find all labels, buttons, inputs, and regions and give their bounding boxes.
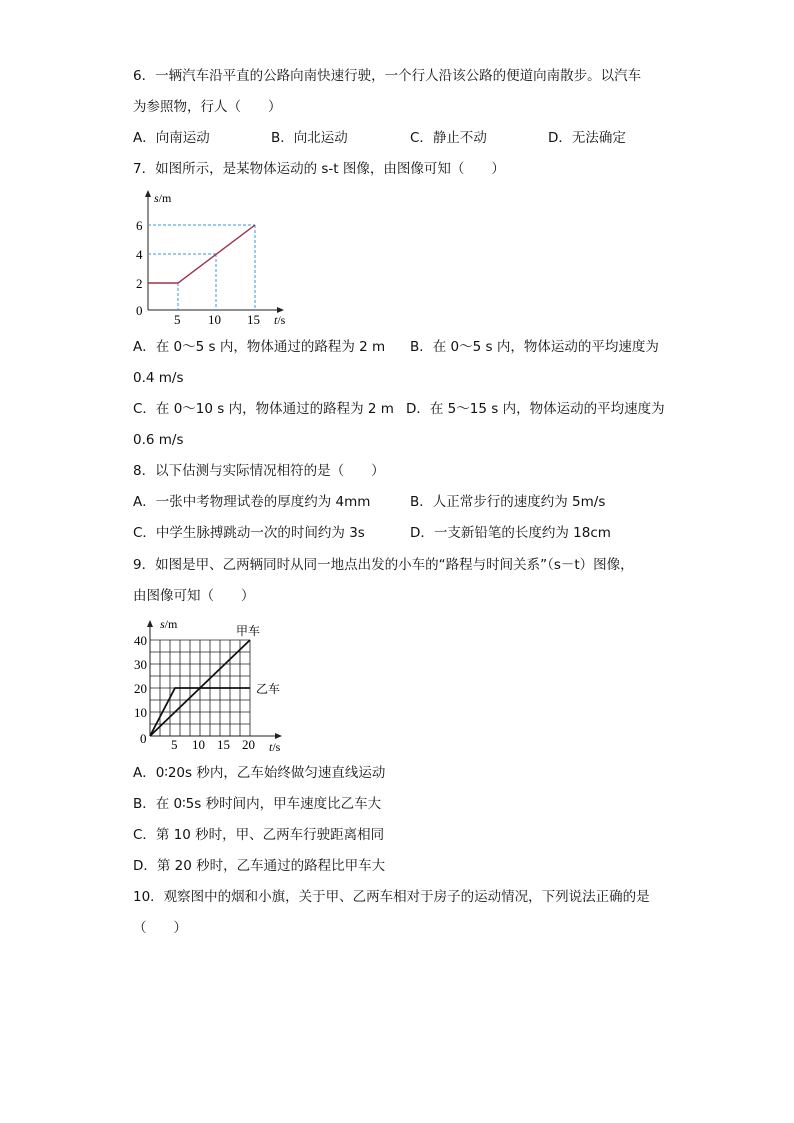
q9-label-yi: 乙车 <box>256 682 281 696</box>
q9-y-tick-40: 40 <box>134 633 147 648</box>
q7-option-d-cont: 0.6 m/s <box>133 432 184 448</box>
q6-option-a: A．向南运动 <box>133 130 210 146</box>
q7-x-tick-15: 15 <box>247 312 260 327</box>
q9-x-label: t/s <box>269 740 281 754</box>
q9-y-tick-20: 20 <box>134 681 147 696</box>
q7-option-a: A．在 0～5 s 内，物体通过的路程为 2 m <box>133 339 386 355</box>
q9-x-tick-15: 15 <box>217 737 230 752</box>
q9-option-c: C．第 10 秒时，甲、乙两车行驶距离相同 <box>133 827 385 843</box>
q9-x-tick-5: 5 <box>171 737 178 752</box>
q9-stem-line1: 9．如图是甲、乙两辆同时从同一地点出发的小车的“路程与时间关系”（s－t）图像， <box>133 557 634 573</box>
q9-x-tick-10: 10 <box>192 737 205 752</box>
q7-stem: 7．如图所示，是某物体运动的 s-t 图像，由图像可知（ ） <box>133 161 505 177</box>
q7-x-label: t/s <box>274 313 286 327</box>
q6-option-c: C．静止不动 <box>410 130 487 146</box>
q7-y-label: s/m <box>154 191 172 205</box>
q9-y-tick-30: 30 <box>134 657 147 672</box>
q8-option-d: D．一支新铅笔的长度约为 18cm <box>410 525 611 541</box>
q9-x-tick-20: 20 <box>242 737 255 752</box>
q8-option-b: B．人正常步行的速度约为 5m/s <box>410 494 606 510</box>
q7-y-tick-4: 4 <box>136 247 143 262</box>
q7-option-c: C．在 0～10 s 内，物体通过的路程为 2 m <box>133 401 394 417</box>
q9-stem-line2: 由图像可知（ ） <box>133 588 255 604</box>
q9-y-tick-0: 0 <box>140 731 147 746</box>
q6-stem-line2: 为参照物，行人（ ） <box>133 99 282 115</box>
q8-option-c: C．中学生脉搏跳动一次的时间约为 3s <box>133 525 365 541</box>
q9-label-jia: 甲车 <box>236 624 261 638</box>
q9-x-arrow <box>275 733 282 739</box>
q7-option-b-cont: 0.4 m/s <box>133 370 184 386</box>
q9-option-a: A．0∶20s 秒内，乙车始终做匀速直线运动 <box>133 765 386 781</box>
q9-y-tick-10: 10 <box>134 705 147 720</box>
q9-y-label: s/m <box>160 617 178 631</box>
q9-option-b: B．在 0∶5s 秒时间内，甲车速度比乙车大 <box>133 796 382 812</box>
q7-y-arrow <box>145 190 151 197</box>
q7-y-tick-2: 2 <box>136 276 143 291</box>
q9-st-graph <box>126 616 296 756</box>
q8-option-a: A．一张中考物理试卷的厚度约为 4mm <box>133 494 371 510</box>
q10-stem-line1: 10．观察图中的烟和小旗，关于甲、乙两车相对于房子的运动情况，下列说法正确的是 <box>133 889 650 905</box>
q7-x-tick-5: 5 <box>174 312 181 327</box>
q6-stem-line1: 6．一辆汽车沿平直的公路向南快速行驶，一个行人沿该公路的便道向南散步。以汽车 <box>133 68 642 84</box>
q10-stem-line2: （ ） <box>133 920 187 936</box>
q7-option-d: D．在 5～15 s 内，物体运动的平均速度为 <box>406 401 665 417</box>
q7-option-b: B．在 0～5 s 内，物体运动的平均速度为 <box>410 339 659 355</box>
q7-y-tick-0: 0 <box>136 303 143 318</box>
q6-option-b: B．向北运动 <box>271 130 348 146</box>
q8-stem: 8．以下估测与实际情况相符的是（ ） <box>133 463 385 479</box>
q7-y-tick-6: 6 <box>136 218 143 233</box>
q7-st-graph <box>128 188 298 328</box>
q6-option-d: D．无法确定 <box>548 130 626 146</box>
q9-option-d: D．第 20 秒时，乙车通过的路程比甲车大 <box>133 858 386 874</box>
q9-y-arrow <box>147 620 153 627</box>
q7-x-tick-10: 10 <box>208 312 221 327</box>
